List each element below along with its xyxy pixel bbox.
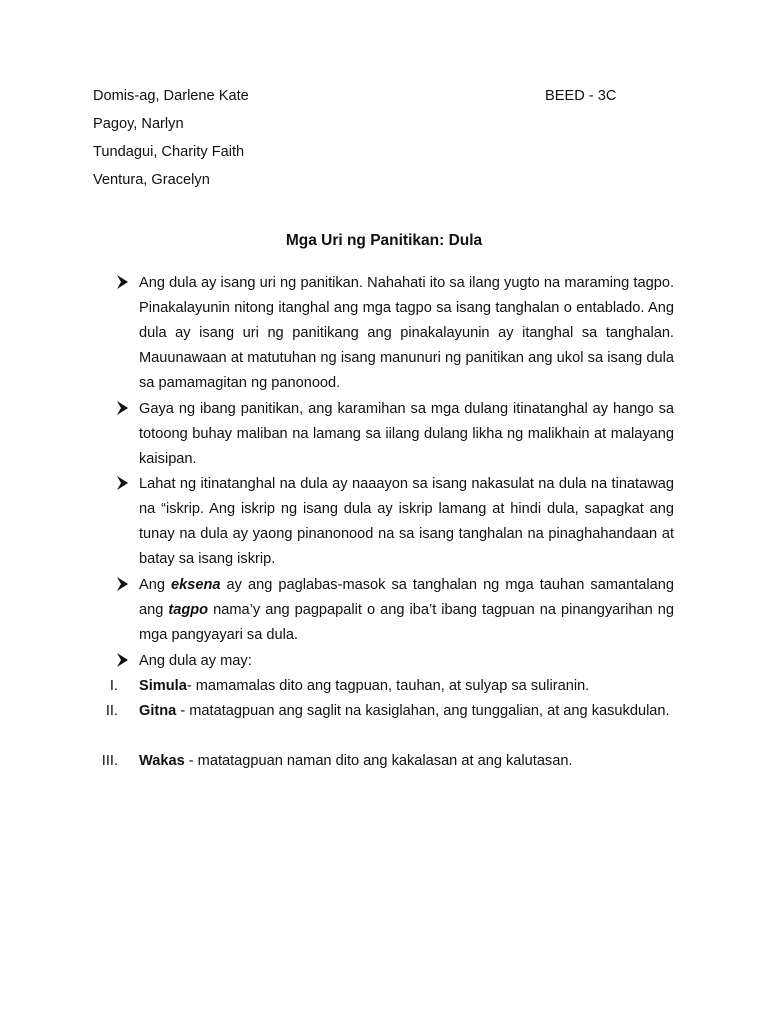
text-run: ay ang paglabas-masok sa tanghalan ng mga tauhan samantalang ang	[139, 577, 674, 618]
document-title: Mga Uri ng Panitikan: Dula	[285, 232, 483, 249]
author-name-1: Domis-ag, Darlene Kate	[93, 88, 249, 104]
paragraph-parts-intro: Ang dula ay may:	[139, 653, 252, 669]
list-item-gitna	[139, 699, 674, 724]
term-description: - matatagpuan naman dito ang kakalasan at ang kalutasan.	[184, 753, 573, 769]
paragraph-script: Lahat ng itinatanghal na dula ay naaayon sa isang nakasulat na dula na tinatawag na “iskrip. Ang iskrip ng isang dula ay iskrip lamang at hindi dula, sapagkat ang tunay na dula ay yaong pinanonood na sa isang tanghalan na pinaghahandaan at batay sa isang iskrip.	[139, 476, 674, 567]
list-item-wakas	[139, 749, 674, 774]
term-tagpo: tagpo	[168, 602, 209, 618]
arrowhead-bullet-icon	[116, 573, 132, 589]
term-simula: Simula	[139, 678, 187, 694]
arrowhead-bullet-icon	[116, 271, 132, 287]
list-numeral: I.	[109, 678, 118, 694]
list-item-simula	[139, 674, 674, 699]
term-description: - matatagpuan ang saglit na kasiglahan, ang tunggalian, at ang kasukdulan.	[176, 703, 670, 719]
arrowhead-bullet-icon	[116, 472, 132, 488]
paragraph-definition: Ang dula ay isang uri ng panitikan. Nahahati ito sa ilang yugto na maraming tagpo. Pinakalayunin nitong itanghal ang mga tagpo sa isang tanghalan o entablado. Ang dula ay isang uri ng panitikang ang pinakalayunin ay itanghal sa tanghalan. Mauunawaan at matutuhan ng isang manunuri ng panitikan ang ukol sa isang dula sa pamamagitan ng panonood.	[139, 275, 674, 391]
term-eksena: eksena	[171, 577, 221, 593]
text-run: nama’y ang pagpapalit o ang iba’t ibang tagpuan na pinangyarihan ng mga pangyayari sa dula.	[139, 602, 674, 643]
term-wakas: Wakas	[139, 753, 185, 769]
arrowhead-bullet-icon	[116, 397, 132, 413]
list-numeral: III.	[101, 753, 118, 769]
author-name-2: Pagoy, Narlyn	[93, 116, 184, 132]
term-description: - mamamalas dito ang tagpuan, tauhan, at sulyap sa suliranin.	[186, 678, 590, 694]
text-run: Ang	[139, 577, 171, 593]
paragraph-origin: Gaya ng ibang panitikan, ang karamihan sa mga dulang itinatanghal ay hango sa totoong buhay maliban na lamang sa iilang dulang likha ng malikhain at malayang kaisipan.	[139, 401, 674, 467]
list-numeral: II.	[105, 703, 118, 719]
course-section: BEED - 3C	[545, 88, 617, 104]
author-name-3: Tundagui, Charity Faith	[93, 144, 245, 160]
arrowhead-bullet-icon	[116, 649, 132, 665]
author-name-4: Ventura, Gracelyn	[93, 172, 210, 188]
term-gitna: Gitna	[139, 703, 177, 719]
paragraph-scene-terms	[139, 573, 674, 648]
